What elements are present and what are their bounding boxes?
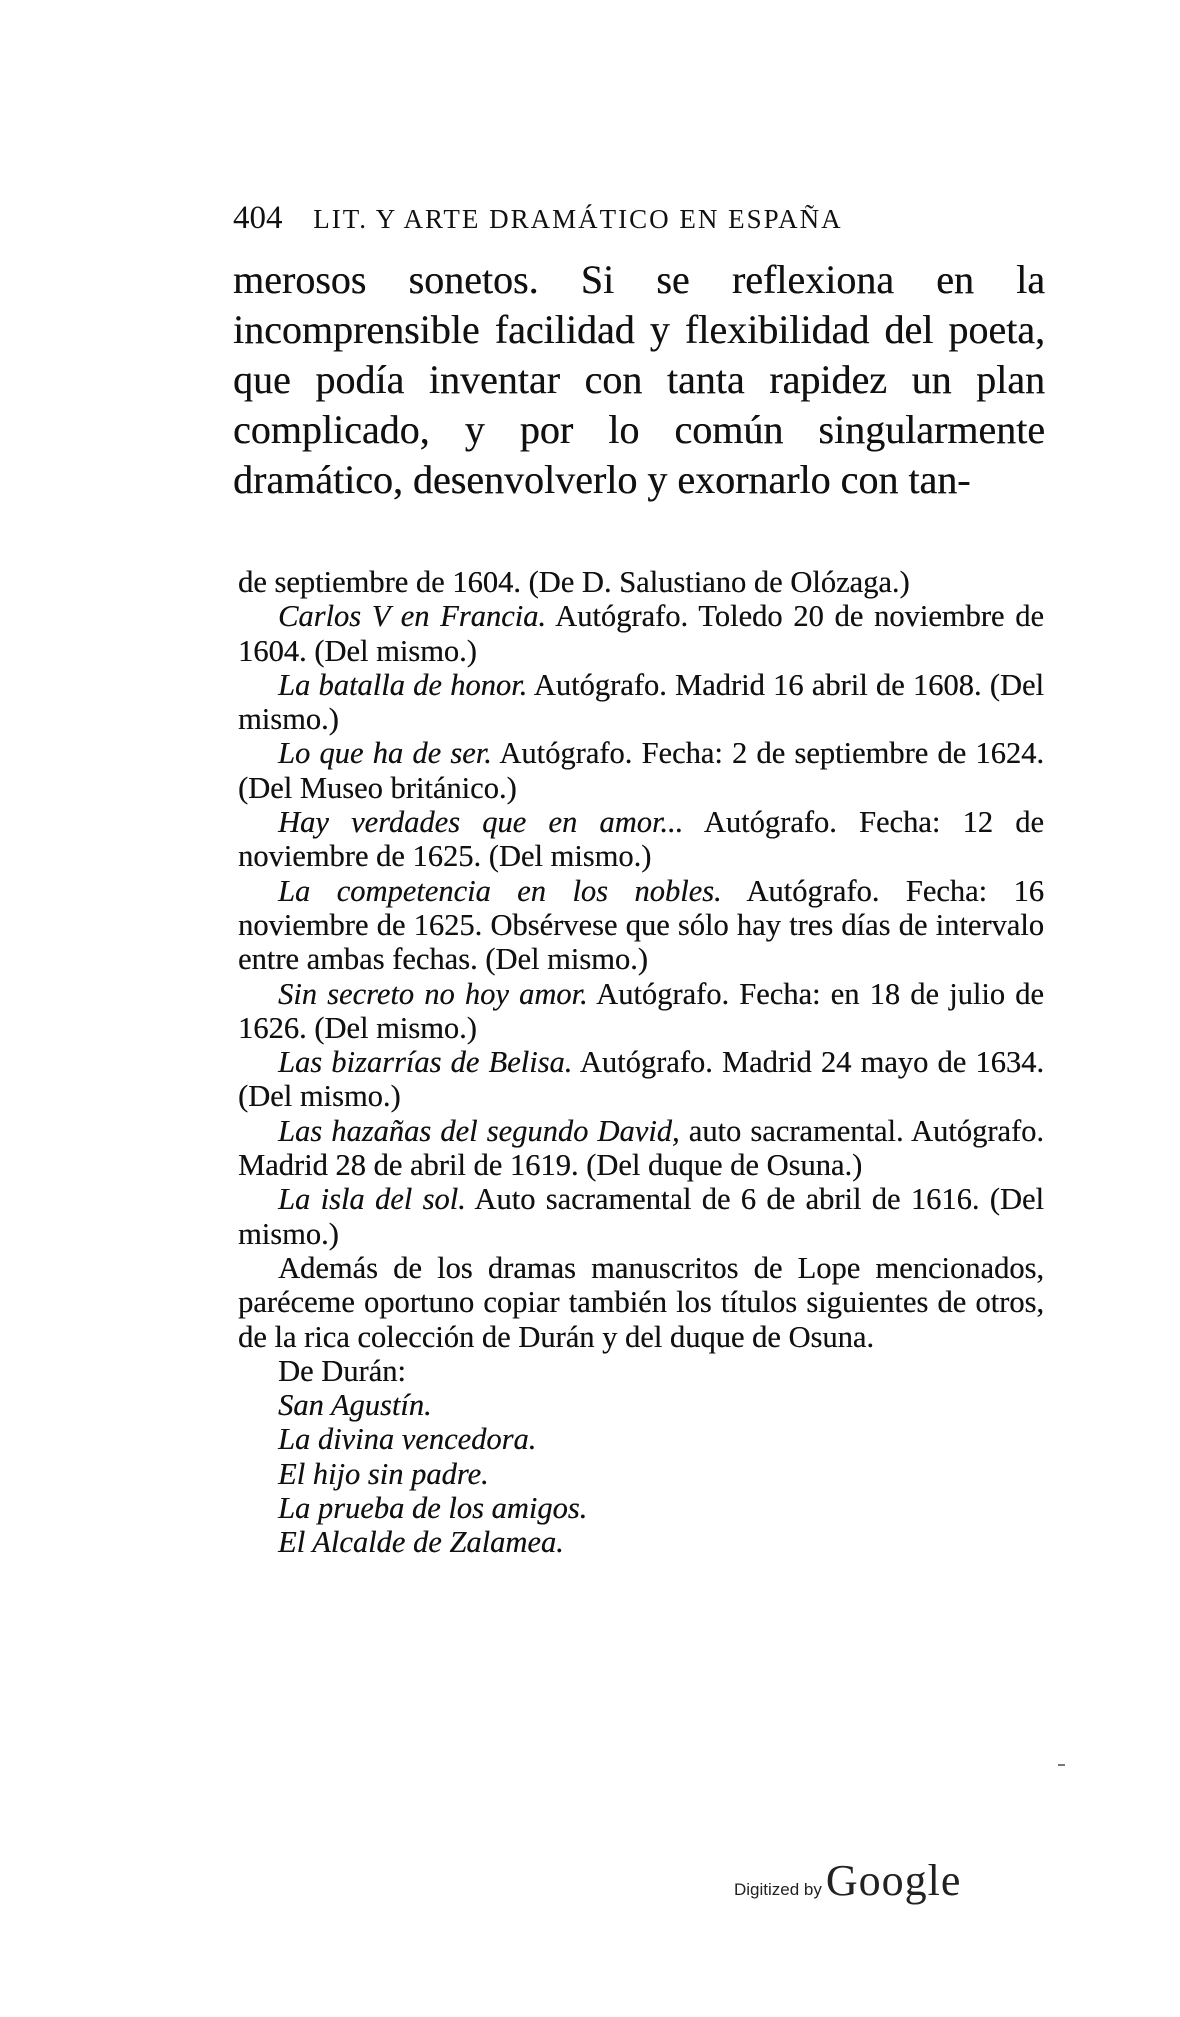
scan-mark — [1058, 1764, 1065, 1766]
list-item — [238, 1422, 1044, 1456]
digitized-watermark — [734, 1855, 961, 1906]
note-entry — [238, 977, 1044, 1046]
work-title: Sin secreto no hoy amor. — [278, 976, 588, 1011]
note-entry — [238, 1114, 1044, 1183]
digitized-by-label: Digitized by — [734, 1880, 822, 1899]
note-entry — [238, 874, 1044, 977]
work-title: Carlos V en Francia. — [278, 599, 547, 634]
note-detail: Autógrafo. Fecha: 2 de septiembre de 1624. (Del Museo británico.) — [238, 736, 1045, 805]
work-title: La isla del sol. — [278, 1182, 466, 1217]
note-entry — [238, 1182, 1044, 1251]
work-title: La prueba de los amigos. — [278, 1491, 588, 1526]
note-line: de septiembre de 1604. (De D. Salustiano de Olózaga.) — [238, 565, 910, 599]
note-entry — [238, 599, 1044, 668]
note-entry — [238, 1045, 1044, 1114]
list-heading: De Durán: — [278, 1353, 406, 1388]
note-detail: Autógrafo. Madrid 16 abril de 1608. (Del mismo.) — [238, 667, 1044, 737]
list-item — [238, 1457, 1044, 1491]
note-detail: auto sacramental. Autógrafo. Madrid 28 de abril de 1619. (Del duque de Osuna.) — [238, 1113, 1044, 1183]
work-title: La batalla de honor. — [278, 667, 528, 702]
note-detail: Autógrafo. Fecha: en 18 de julio de 1626. (Del mismo.) — [238, 976, 1044, 1045]
note-entry — [238, 668, 1044, 737]
work-title: Lo que ha de ser. — [278, 736, 492, 771]
work-title: San Agustín. — [278, 1388, 432, 1423]
list-item — [238, 1491, 1044, 1525]
work-title: El Alcalde de Zalamea. — [278, 1525, 564, 1560]
note-entry — [238, 805, 1044, 874]
work-title: La divina vencedora. — [278, 1422, 537, 1457]
note-detail: Autógrafo. Madrid 24 mayo de 1634. (Del mismo.) — [238, 1045, 1044, 1114]
note-detail: Autógrafo. Fecha: 12 de noviembre de 1625. (Del mismo.) — [238, 805, 1044, 874]
main-body-text: merosos sonetos. Si se reflexiona en la incomprensible facilidad y flexibilidad del poeta, que podía inventar con tanta rapidez un plan complicado, y por lo común singularmente dramático, desenvolverlo y exornarlo con tan- — [233, 257, 1045, 502]
note-detail: Autógrafo. Toledo 20 de noviembre de 1604. (Del mismo.) — [238, 599, 1045, 668]
google-logo: Google — [825, 1856, 962, 1905]
note-detail: Autógrafo. Fecha: 16 noviembre de 1625. Obsérvese que sólo hay tres días de intervalo entre ambas fechas. (Del mismo.) — [238, 873, 1045, 977]
work-title: Las hazañas del segundo David, — [278, 1113, 680, 1148]
page-number: 404 — [233, 200, 283, 236]
running-title: LIT. Y ARTE DRAMÁTICO EN ESPAÑA — [313, 204, 843, 234]
work-title: Las bizarrías de Belisa. — [278, 1045, 573, 1080]
note-paragraph: Además de los dramas manuscritos de Lope mencionados, paréceme oportuno copiar también los títulos siguientes de otros, de la rica colección de Durán y del duque de Osuna. — [238, 1250, 1044, 1354]
note-entry — [238, 736, 1044, 805]
footnotes — [238, 565, 1044, 1560]
note-detail: Auto sacramental de 6 de abril de 1616. (Del mismo.) — [238, 1182, 1044, 1251]
work-title: Hay verdades que en amor... — [278, 805, 684, 840]
work-title: La competencia en los nobles. — [278, 873, 722, 908]
work-title: El hijo sin padre. — [278, 1456, 489, 1491]
list-item — [238, 1388, 1044, 1422]
list-item — [238, 1525, 1044, 1559]
running-header — [233, 200, 1053, 237]
